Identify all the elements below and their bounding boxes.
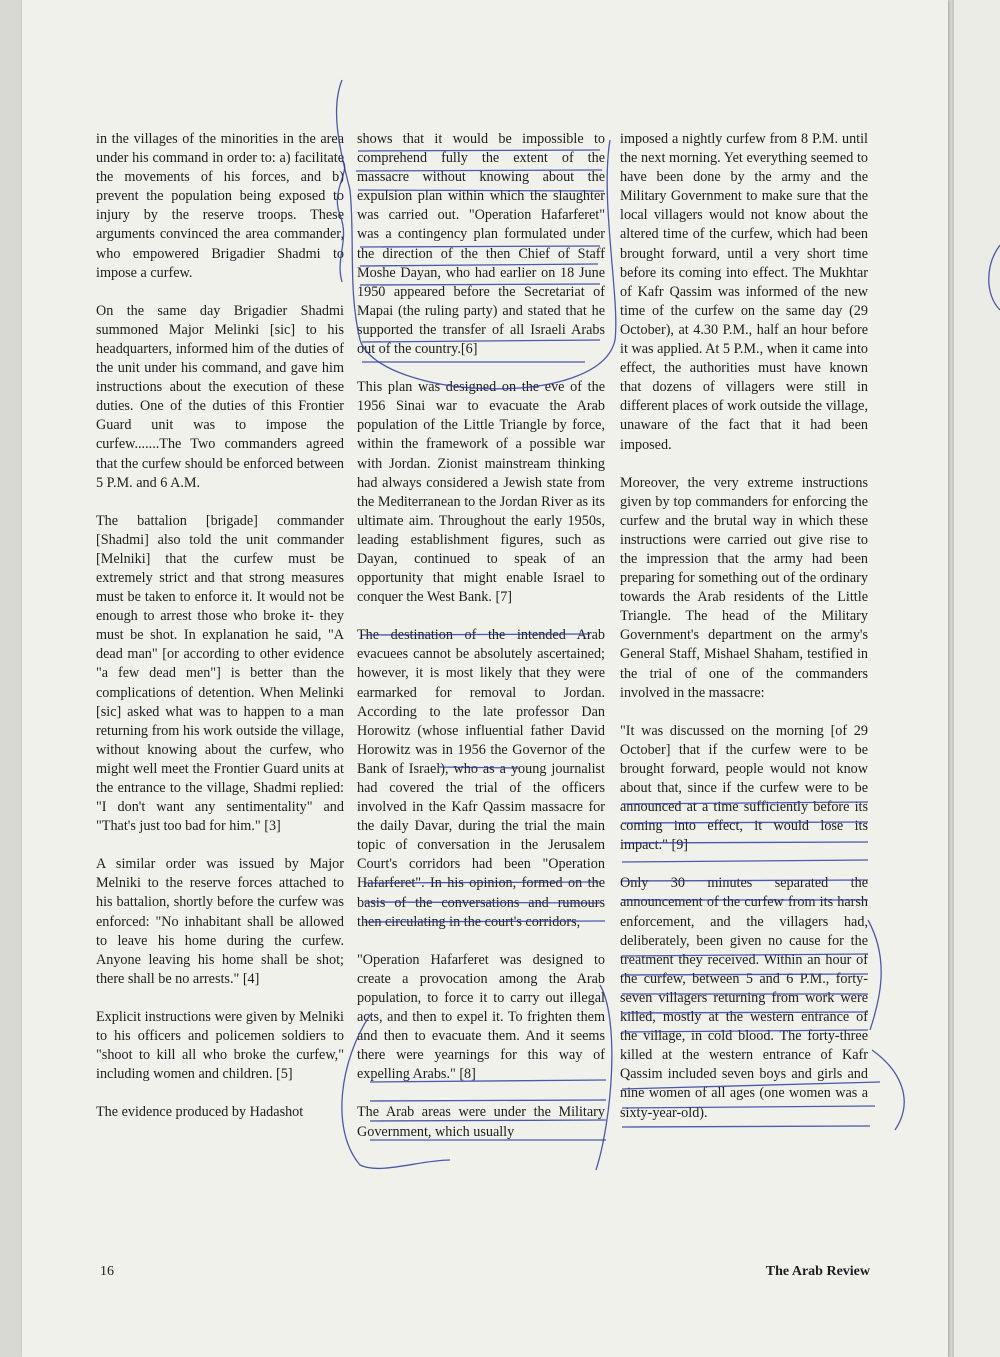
column-3-paragraph: Moreover, the very extreme instructions given by top commanders for enforcing the curfew and the brutal way in which these instructions were carried out give rise to the impression that the army had been preparing for something out of the ordinary towards the Arab residents of the Little Triangle. The head of the Military Government's department on the army's General Staff, Mishael Shaham, testified in the trial of one of the commanders involved in the massacre:	[620, 474, 868, 701]
column-1-paragraph: The battalion [brigade] commander [Shadmi] also told the unit commander [Melniki] that the curfew must be extremely strict and that strong measures must be taken to enforce it. It would not be enough to arrest those who broke it- they must be shot. In explanation he said, "A dead man" [or according to other evidence "a few dead men"] is better than the complications of detention. When Melinki [sic] asked what was to happen to a man returning from his work outside the village, without knowing about the curfew, who might well meet the Frontier Guard units at the entrance to the village, Shadmi replied: "I don't want any sentimentality" and "That's just too bad for him." [3]	[96, 512, 344, 835]
column-1-paragraph: The evidence produced by Hadashot	[96, 1104, 304, 1121]
column-2-paragraph: "Operation Hafarferet was designed to create a provocation among the Arab population, to force it to carry out illegal acts, and then to expel it. To frighten them and then to evacuate them. And it seems there were yearnings for this way of expelling Arabs." [8]	[357, 951, 605, 1083]
column-2-paragraph: The destination of the intended Arab evacuees cannot be absolutely ascertained; however, it is most likely that they were earmarked for removal to Jordan. According to the late professor Dan Horowitz (whose influential father David Horowitz was in 1956 the Governor of the Bank of Israel), who as a young journalist had covered the trial of the officers involved in the Kafr Qassim massacre for the daily Davar, during the trial the main topic of conversation in the Jerusalem Court's corridors had been "Operation Hafarferet". In his opinion, formed on the basis of the conversations and rumours then circulating in the court's corridors,	[357, 627, 605, 930]
column-1	[96, 130, 344, 1141]
journal-name: The Arab Review	[765, 1264, 870, 1279]
column-2	[357, 130, 605, 1161]
column-3-paragraph: "It was discussed on the morning [of 29 October] that if the curfew were to be brought forward, people would not know about that, since if the curfew were to be announced at a time sufficiently before its coming into effect, it would lose its impact." [9]	[620, 722, 868, 854]
column-1-paragraph: in the villages of the minorities in the area under his command in order to: a) facilitate the movements of his forces, and b) prevent the population being exposed to injury by the reserve troops. These arguments convinced the area commander, who empowered Brigadier Shadmi to impose a curfew.	[96, 131, 344, 281]
column-1-paragraph: Explicit instructions were given by Melniki to his officers and policemen soldiers to "shoot to kill all who broke the curfew," including women and children. [5]	[96, 1008, 344, 1083]
column-2-paragraph: shows that it would be impossible to comprehend fully the extent of the massacre without knowing about the expulsion plan within which the slaughter was carried out. "Operation Hafarferet" was a contingency plan formulated under the direction of the then Chief of Staff Moshe Dayan, who had earlier on 18 June 1950 appeared before the Secretariat of Mapai (the ruling party) and stated that he supported the transfer of all Israeli Arabs out of the country.[6]	[357, 131, 605, 358]
column-1-paragraph: On the same day Brigadier Shadmi summoned Major Melinki [sic] to his headquarters, informed him of the duties of the unit under his command, and gave him instructions about the execution of these duties. One of the duties of this Frontier Guard unit was to impose the curfew.......The Two commanders agreed that the curfew should be enforced between 5 P.M. and 6 A.M.	[96, 302, 344, 491]
page-number: 16	[100, 1264, 114, 1279]
column-3-paragraph: Only 30 minutes separated the announcement of the curfew from its harsh enforcement, and the villagers had, deliberately, been given no cause for the treatment they received. Within an hour of the curfew, between 5 and 6 P.M., forty-seven villagers returning from work were killed, mostly at the western entrance of the village, in cold blood. The forty-three killed at the western entrance of Kafr Qassim included seven boys and girls and nine women of all ages (one women was a sixty-year-old).	[620, 875, 868, 1121]
column-2-paragraph: The Arab areas were under the Military Government, which usually	[357, 1104, 605, 1140]
column-3-paragraph: imposed a nightly curfew from 8 P.M. until the next morning. Yet everything seemed to have been done by the army and the Military Government to make sure that the local villagers would not know about the altered time of the curfew, which had been brought forward, until a very short time before its coming into effect. The Mukhtar of Kafr Qassim was informed of the new time of the curfew on the same day (29 October), at 4.30 P.M., half an hour before it was applied. At 5 P.M., when it came into effect, the authorities must have known that dozens of villagers were still in different places of work outside the village, unaware of the fact that it had been imposed.	[620, 131, 868, 453]
column-2-paragraph: This plan was designed on the eve of the 1956 Sinai war to evacuate the Arab population of the Little Triangle by force, within the framework of a possible war with Jordan. Zionist mainstream thinking had always considered a Jewish state from the Mediterranean to the Jordan River as its ultimate aim. Throughout the early 1950s, leading establishment figures, such as Dayan, continued to speak of an opportunity that might enable Israel to conquer the West Bank. [7]	[357, 379, 605, 606]
column-3	[620, 130, 868, 1142]
column-1-paragraph: A similar order was issued by Major Melniki to the reserve forces attached to his battalion, shortly before the curfew was enforced: "No inhabitant shall be allowed to leave his home during the curfew. Anyone leaving his home shall be shot; there shall be no arrests." [4]	[96, 856, 344, 987]
facing-page-edge	[952, 0, 1000, 1357]
